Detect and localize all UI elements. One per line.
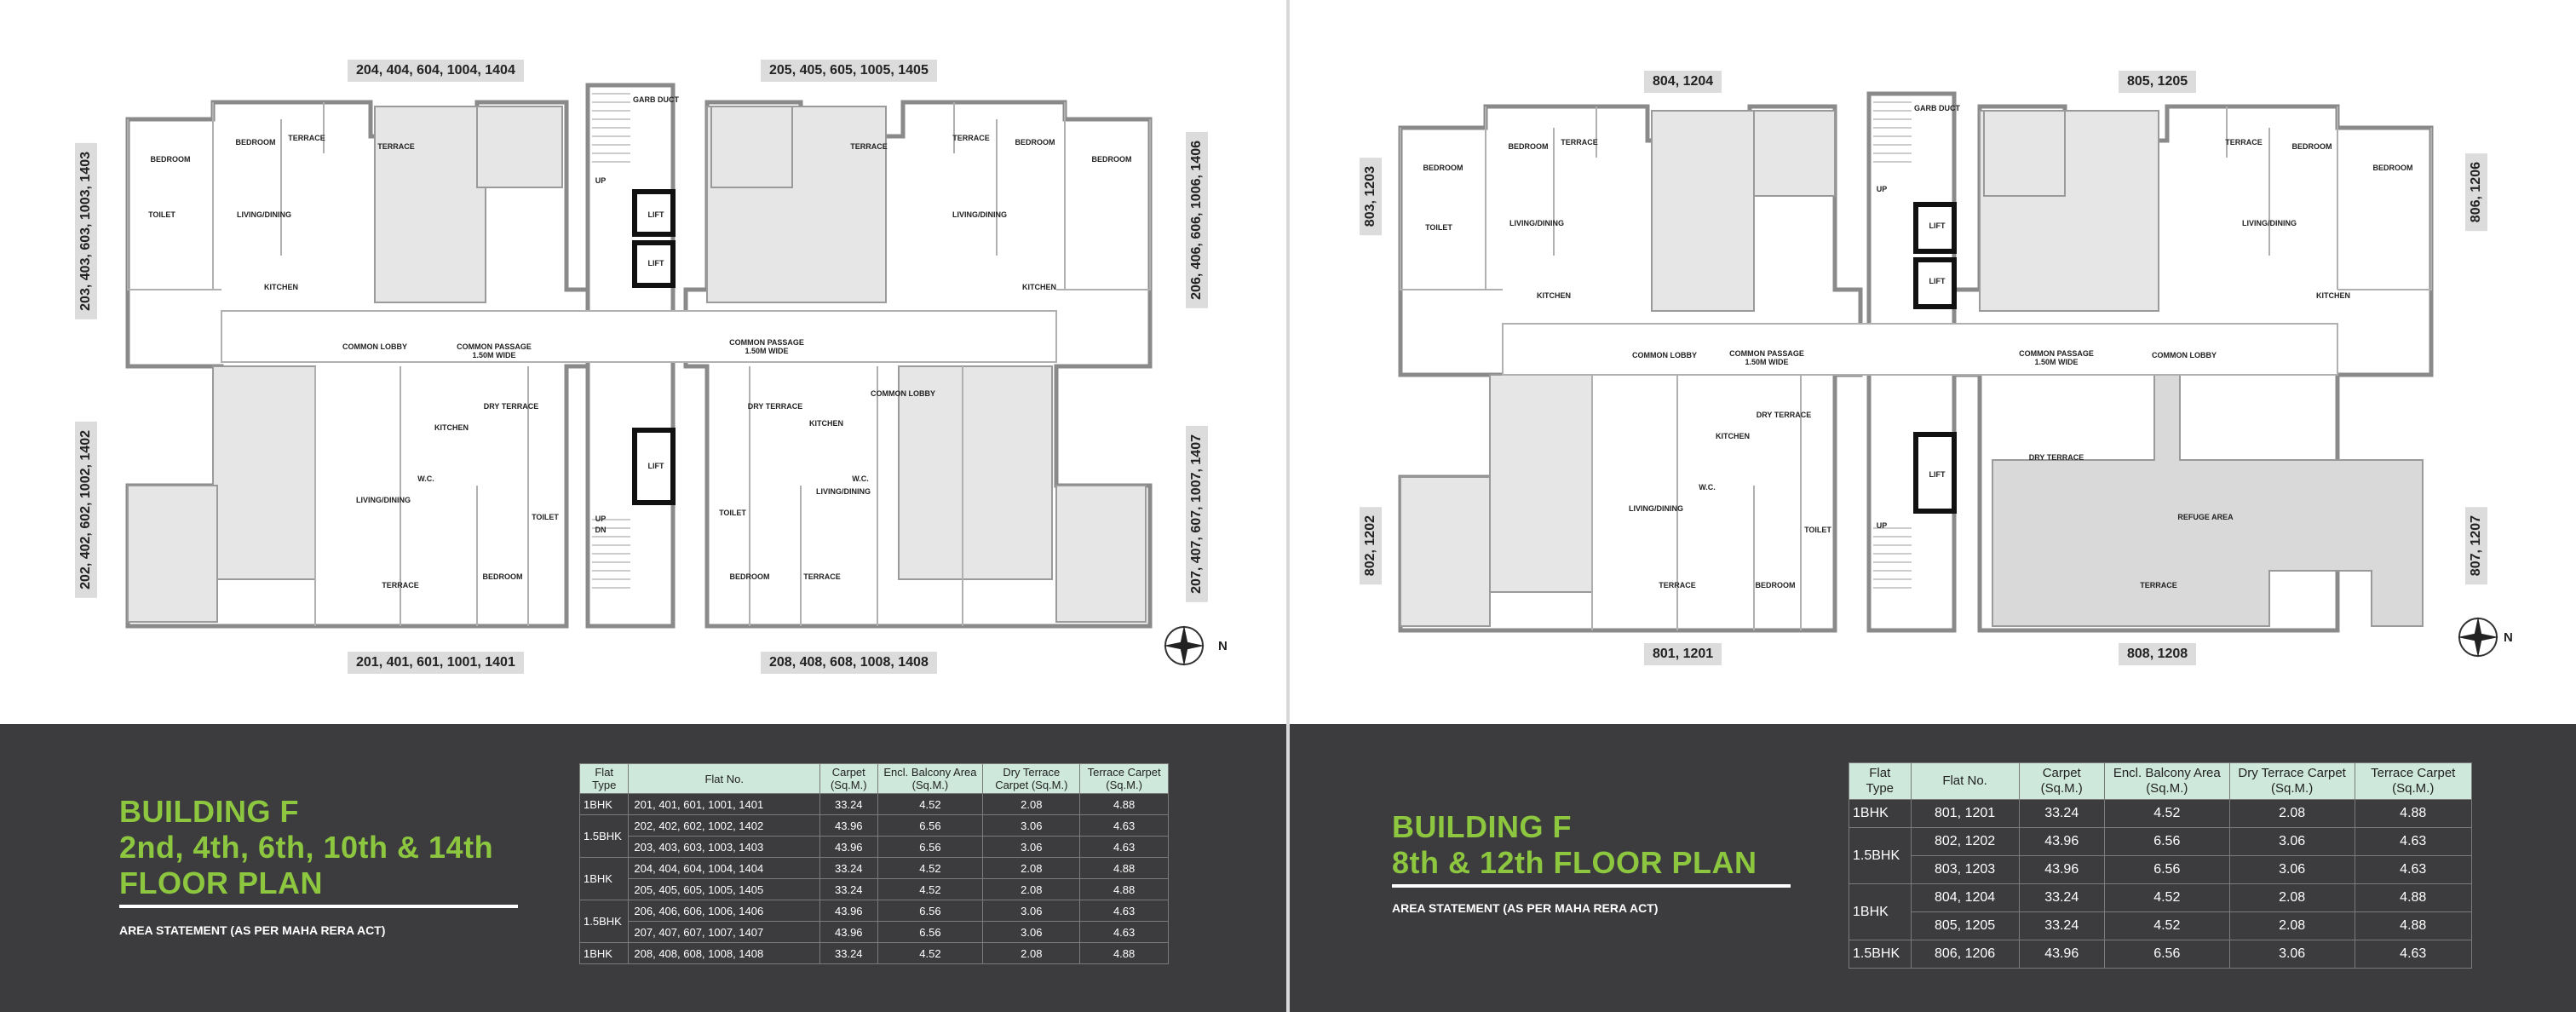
inner-walls-1 [128,102,324,290]
room-living-207 [899,366,1052,579]
label-garb-duct-r: GARB DUCT [1914,104,1960,112]
cell-dry-terrace: 2.08 [2229,912,2355,940]
label-toilet-203: TOILET [148,210,175,219]
info-band-left [0,724,1286,1012]
label-living-806: LIVING/DINING [2241,219,2297,227]
cell-flat-no: 203, 403, 603, 1003, 1403 [629,837,820,858]
label-bedroom-206b: BEDROOM [1091,155,1132,164]
label-living-202: LIVING/DINING [355,496,411,504]
label-common-lobby-right: COMMON LOBBY [871,389,935,398]
area-table-right [1849,762,2472,969]
room-living-204 [375,106,486,302]
cell-terrace: 4.63 [2355,828,2472,856]
cell-flat-type: 1.5BHK [1849,828,1912,884]
th-carpet: Carpet (Sq.M.) [820,764,877,794]
title-line-2: 2nd, 4th, 6th, 10th & 14th [119,830,494,865]
label-passage-width-r2: 1.50M WIDE [2034,358,2079,366]
cell-dry-terrace: 3.06 [2229,828,2355,856]
flat-tag-r-left-1: 803, 1203 [1360,158,1382,235]
cell-flat-type: 1.5BHK [580,900,629,943]
cell-carpet: 33.24 [2019,884,2104,912]
cell-balcony: 4.52 [877,858,983,879]
flat-tag-r-top-2: 805, 1205 [2119,71,2196,93]
th-flat-no: Flat No. [629,764,820,794]
title-divider-left [119,905,518,908]
cell-carpet: 33.24 [2019,800,2104,828]
label-bedroom-201: BEDROOM [482,572,523,581]
title-divider-right [1392,884,1791,888]
flat-tag-bottom-1: 201, 401, 601, 1001, 1401 [348,652,524,674]
label-bedroom-806: BEDROOM [2291,142,2332,151]
cell-flat-type: 1BHK [580,794,629,815]
cell-balcony: 6.56 [877,922,983,943]
label-lift-3: LIFT [647,462,664,470]
cell-balcony: 4.52 [2104,912,2229,940]
cell-dry-terrace: 3.06 [983,922,1080,943]
cell-terrace: 4.63 [1080,815,1169,837]
table-row [1849,800,2472,828]
cell-flat-no: 801, 1201 [1911,800,2019,828]
flat-tag-right-1: 206, 406, 606, 1006, 1406 [1186,132,1208,308]
inner-walls-2 [954,102,1150,290]
cell-terrace: 4.88 [2355,884,2472,912]
label-toilet-803: TOILET [1425,223,1452,232]
cell-carpet: 43.96 [2019,940,2104,969]
flat-tag-r-bottom-2: 808, 1208 [2119,643,2196,665]
th-r-flat-no: Flat No. [1911,763,2019,800]
cell-flat-no: 202, 402, 602, 1002, 1402 [629,815,820,837]
cell-flat-no: 205, 405, 605, 1005, 1405 [629,879,820,900]
label-living-206: LIVING/DINING [952,210,1008,219]
label-wc-2: W.C. [852,474,869,483]
cell-terrace: 4.63 [1080,922,1169,943]
room-bedroom-205 [711,106,792,187]
label-living-803: LIVING/DINING [1509,219,1565,227]
label-bedroom-206: BEDROOM [1015,138,1055,147]
label-terrace-208: TERRACE [803,572,841,581]
cell-terrace: 4.88 [2355,912,2472,940]
table-row [1849,912,2472,940]
label-up-2: UP [595,515,607,523]
label-terrace-203: TERRACE [288,134,325,142]
compass-icon-r [2458,617,2498,658]
area-table-left [579,763,1169,964]
right-page [1290,0,2576,1012]
cell-dry-terrace: 3.06 [983,837,1080,858]
label-common-passage-r2: COMMON PASSAGE [2019,349,2094,358]
table-row [580,858,1169,879]
table-row [1849,828,2472,856]
cell-terrace: 4.88 [1080,858,1169,879]
th-r-flat-type: Flat Type [1849,763,1912,800]
cell-dry-terrace: 2.08 [983,794,1080,815]
cell-flat-no: 802, 1202 [1911,828,2019,856]
cell-dry-terrace: 2.08 [983,879,1080,900]
label-kitchen-802: KITCHEN [1716,432,1750,440]
table-row [580,879,1169,900]
cell-balcony: 6.56 [877,815,983,837]
cell-flat-no: 207, 407, 607, 1007, 1407 [629,922,820,943]
th-balcony: Encl. Balcony Area (Sq.M.) [877,764,983,794]
stair-steps-lower-r [1873,528,1912,588]
cell-dry-terrace: 2.08 [983,858,1080,879]
label-common-passage-right: COMMON PASSAGE [729,338,804,347]
cell-flat-no: 804, 1204 [1911,884,2019,912]
cell-dry-terrace: 3.06 [2229,940,2355,969]
cell-terrace: 4.63 [2355,856,2472,884]
th-r-balcony: Encl. Balcony Area (Sq.M.) [2104,763,2229,800]
flat-tag-r-bottom-1: 801, 1201 [1644,643,1722,665]
refuge-area [1992,375,2423,626]
label-terrace-806: TERRACE [2225,138,2263,147]
cell-carpet: 33.24 [820,794,877,815]
th-r-terrace: Terrace Carpet (Sq.M.) [2355,763,2472,800]
label-lift-2: LIFT [647,259,664,267]
label-terrace-201: TERRACE [382,581,419,589]
info-band-right [1290,724,2576,1012]
cell-carpet: 43.96 [2019,828,2104,856]
cell-carpet: 43.96 [820,837,877,858]
cell-terrace: 4.88 [1080,879,1169,900]
label-lift-r-1: LIFT [1929,221,1946,230]
flat-tag-top-1: 204, 404, 604, 1004, 1404 [348,60,524,82]
room-bedroom-202 [128,486,217,622]
cell-balcony: 6.56 [877,900,983,922]
cell-flat-type: 1.5BHK [580,815,629,858]
room-bedroom-802 [1400,477,1490,626]
cell-terrace: 4.88 [2355,800,2472,828]
inner-walls-r-2 [2227,106,2431,290]
label-dry-terrace-802: DRY TERRACE [1756,411,1812,419]
room-living-804 [1652,111,1754,311]
cell-balcony: 6.56 [2104,856,2229,884]
label-kitchen-803: KITCHEN [1537,291,1571,300]
label-wc-r: W.C. [1699,483,1716,492]
label-terrace-801: TERRACE [1659,581,1696,589]
label-kitchen-206: KITCHEN [1022,283,1056,291]
label-bedroom-801: BEDROOM [1755,581,1796,589]
room-bedroom-204 [477,106,562,187]
stair-steps-upper [592,94,630,162]
floor-plan-drawing-left [0,0,1286,724]
th-dry-terrace: Dry Terrace Carpet (Sq.M.) [983,764,1080,794]
cell-flat-no: 806, 1206 [1911,940,2019,969]
cell-flat-no: 805, 1205 [1911,912,2019,940]
flat-tag-r-top-1: 804, 1204 [1644,71,1722,93]
label-terrace-205: TERRACE [850,142,888,151]
label-dry-terrace-208: DRY TERRACE [747,402,803,411]
flat-tag-bottom-2: 208, 408, 608, 1008, 1408 [761,652,937,674]
area-statement-left: AREA STATEMENT (AS PER MAHA RERA ACT) [119,923,386,937]
cell-dry-terrace: 3.06 [983,815,1080,837]
flat-tag-left-1: 203, 403, 603, 1003, 1403 [75,143,97,319]
flat-tag-top-2: 205, 405, 605, 1005, 1405 [761,60,937,82]
cell-balcony: 6.56 [877,837,983,858]
room-living-202 [213,366,315,579]
cell-terrace: 4.88 [1080,943,1169,964]
title-line-1: BUILDING F [119,794,299,829]
cell-carpet: 33.24 [820,879,877,900]
room-bedroom-805 [1984,111,2065,196]
cell-balcony: 4.52 [877,943,983,964]
label-terrace-803: TERRACE [1561,138,1598,147]
label-common-lobby-left: COMMON LOBBY [342,342,407,351]
cell-balcony: 6.56 [2104,940,2229,969]
label-lift-1: LIFT [647,210,664,219]
cell-balcony: 6.56 [2104,828,2229,856]
label-living-208: LIVING/DINING [815,487,871,496]
cell-flat-type: 1BHK [1849,884,1912,940]
cell-carpet: 33.24 [820,943,877,964]
cell-terrace: 4.88 [1080,794,1169,815]
page-title-left [119,794,493,901]
label-refuge-area: REFUGE AREA [2177,513,2234,521]
table-row [580,922,1169,943]
floor-plan-right [1290,0,2576,724]
label-passage-width-r: 1.50M WIDE [1745,358,1789,366]
label-up-1: UP [595,176,607,185]
label-toilet-201: TOILET [532,513,559,521]
left-page [0,0,1286,1012]
area-table-header-row [580,764,1169,794]
cell-dry-terrace: 2.08 [2229,884,2355,912]
cell-terrace: 4.63 [1080,837,1169,858]
cell-flat-type: 1BHK [580,858,629,900]
table-row [1849,884,2472,912]
cell-carpet: 43.96 [820,900,877,922]
label-dry-terrace-refuge: DRY TERRACE [2028,453,2084,462]
cell-flat-no: 201, 401, 601, 1001, 1401 [629,794,820,815]
label-living-802: LIVING/DINING [1628,504,1684,513]
floor-plan-left [0,0,1286,724]
cell-dry-terrace: 3.06 [983,900,1080,922]
cell-carpet: 33.24 [2019,912,2104,940]
cell-flat-type: 1.5BHK [1849,940,1912,969]
cell-carpet: 33.24 [820,858,877,879]
label-up-r-1: UP [1876,185,1888,193]
label-up-r-2: UP [1876,521,1888,530]
cell-balcony: 4.52 [2104,884,2229,912]
table-row [1849,940,2472,969]
flat-tag-right-2: 207, 407, 607, 1007, 1407 [1186,426,1208,602]
label-bedroom-203b: BEDROOM [235,138,276,147]
table-row [1849,856,2472,884]
room-bedroom-207 [1056,486,1146,622]
label-toilet-208: TOILET [719,509,746,517]
label-bedroom-803: BEDROOM [1423,164,1463,172]
label-passage-width-left: 1.50M WIDE [472,351,516,359]
label-bedroom-803b: BEDROOM [1508,142,1549,151]
label-terrace-206: TERRACE [952,134,990,142]
area-statement-right: AREA STATEMENT (AS PER MAHA RERA ACT) [1392,901,1659,915]
title-r-line-2: 8th & 12th FLOOR PLAN [1392,845,1757,880]
cell-dry-terrace: 3.06 [2229,856,2355,884]
cell-dry-terrace: 2.08 [983,943,1080,964]
cell-carpet: 43.96 [820,922,877,943]
label-kitchen-806: KITCHEN [2316,291,2350,300]
floor-plan-drawing-right [1290,0,2576,724]
label-common-passage-r: COMMON PASSAGE [1729,349,1804,358]
cell-balcony: 4.52 [877,879,983,900]
label-kitchen-208: KITCHEN [809,419,843,428]
cell-carpet: 43.96 [820,815,877,837]
label-common-passage-left: COMMON PASSAGE [457,342,532,351]
common-passage-r [1503,324,2337,375]
room-living-802 [1490,375,1592,592]
cell-dry-terrace: 2.08 [2229,800,2355,828]
flat-tag-left-2: 202, 402, 602, 1002, 1402 [75,422,97,598]
table-row [580,900,1169,922]
label-kitchen-202: KITCHEN [434,423,469,432]
room-bedroom-804 [1754,111,1835,196]
cell-balcony: 4.52 [877,794,983,815]
compass-north-label: N [1218,639,1228,653]
label-bedroom-203: BEDROOM [150,155,191,164]
inner-walls-r-1 [1400,106,1596,290]
cell-carpet: 43.96 [2019,856,2104,884]
label-terrace-204: TERRACE [377,142,415,151]
cell-flat-type: 1BHK [1849,800,1912,828]
table-row [580,815,1169,837]
flat-tag-r-left-2: 802, 1202 [1360,507,1382,584]
flat-tag-r-right-2: 807, 1207 [2465,507,2487,584]
label-common-lobby-r2: COMMON LOBBY [2152,351,2217,359]
label-lift-r-2: LIFT [1929,277,1946,285]
label-garb-duct: GARB DUCT [633,95,679,104]
label-kitchen-203: KITCHEN [264,283,298,291]
table-row [580,943,1169,964]
cell-terrace: 4.63 [1080,900,1169,922]
compass-icon [1164,625,1205,666]
th-r-dry-terrace: Dry Terrace Carpet (Sq.M.) [2229,763,2355,800]
common-passage [221,311,1056,362]
label-common-lobby-r: COMMON LOBBY [1632,351,1697,359]
label-dry-terrace-202: DRY TERRACE [483,402,539,411]
label-passage-width-right: 1.50M WIDE [745,347,789,355]
th-flat-type: Flat Type [580,764,629,794]
th-r-carpet: Carpet (Sq.M.) [2019,763,2104,800]
area-table-header-row-r [1849,763,2472,800]
title-r-line-1: BUILDING F [1392,809,1572,844]
table-row [580,837,1169,858]
page-title-right [1392,809,1757,881]
cell-terrace: 4.63 [2355,940,2472,969]
cell-flat-type: 1BHK [580,943,629,964]
label-bedroom-806b: BEDROOM [2372,164,2413,172]
th-terrace: Terrace Carpet (Sq.M.) [1080,764,1169,794]
title-line-3: FLOOR PLAN [119,865,323,900]
flat-tag-r-right-1: 806, 1206 [2465,153,2487,231]
compass-north-label-r: N [2504,630,2513,645]
cell-flat-no: 803, 1203 [1911,856,2019,884]
label-toilet-801: TOILET [1804,526,1831,534]
label-dn: DN [595,526,607,534]
cell-flat-no: 206, 406, 606, 1006, 1406 [629,900,820,922]
label-bedroom-208: BEDROOM [729,572,770,581]
cell-balcony: 4.52 [2104,800,2229,828]
label-lift-r-3: LIFT [1929,470,1946,479]
cell-flat-no: 204, 404, 604, 1004, 1404 [629,858,820,879]
label-terrace-808: TERRACE [2140,581,2177,589]
stair-steps-upper-r [1873,102,1912,162]
label-living-203: LIVING/DINING [236,210,292,219]
table-row [580,794,1169,815]
label-wc: W.C. [417,474,434,483]
cell-flat-no: 208, 408, 608, 1008, 1408 [629,943,820,964]
